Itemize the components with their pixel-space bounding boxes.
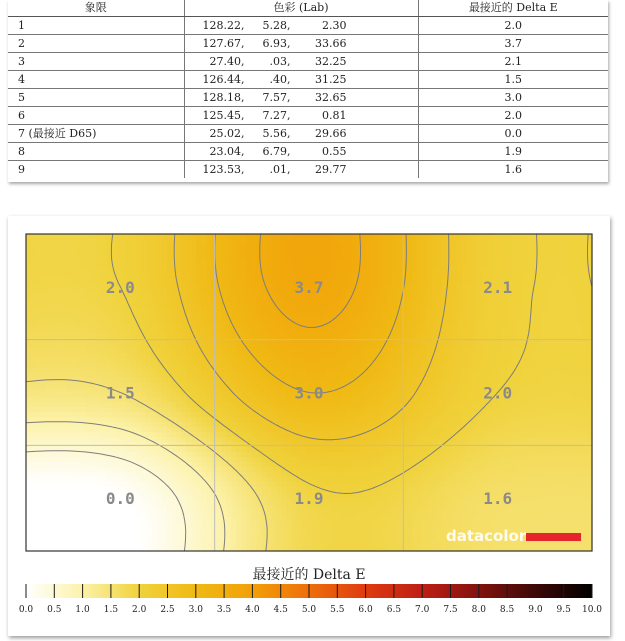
cell-delta-e: 1.6	[504, 163, 522, 176]
lab-b-value: 0.55	[322, 145, 347, 158]
cell-quadrant: 4	[8, 71, 184, 89]
scale-tick-label: 10.0	[581, 605, 603, 615]
scale-tick-label: 8.0	[471, 605, 486, 615]
lab-l-value: 27.40,	[209, 55, 245, 68]
cell-delta-e: 1.5	[418, 71, 608, 89]
lab-a-value: .03,	[269, 55, 291, 68]
cell-delta-e: 3.7	[418, 35, 608, 53]
lab-b-value: 32.25	[315, 55, 347, 68]
cell-value-label: 1.5	[105, 383, 135, 403]
cell-color-lab	[184, 125, 418, 143]
table-row	[8, 161, 608, 179]
scale-tick-label: 3.0	[188, 605, 203, 615]
scale-tick-label: 8.5	[499, 605, 515, 615]
cell-color-lab	[184, 71, 418, 89]
cell-quadrant: 1	[8, 17, 184, 35]
scale-tick-label: 5.5	[330, 605, 345, 615]
lab-b-value: 0.81	[322, 109, 347, 122]
table-row	[8, 71, 608, 89]
scale-tick-label: 2.0	[132, 605, 147, 615]
datacolor-logo-bar	[526, 533, 581, 541]
scale-tick-label: 1.5	[103, 605, 119, 615]
scale-tick-label: 6.5	[386, 605, 402, 615]
table-row	[8, 17, 608, 35]
scale-tick-label: 6.0	[358, 605, 373, 615]
quadrant-table-container	[8, 0, 608, 182]
scale-tick-label: 3.5	[216, 605, 232, 615]
lab-l-value: 123.53,	[202, 163, 245, 176]
lab-l-value: 128.18,	[202, 91, 245, 104]
cell-value-label: 0.0	[105, 489, 135, 509]
scale-tick-label: 5.0	[301, 605, 317, 615]
cell-quadrant: 5	[8, 89, 184, 107]
lab-l-value: 125.45,	[202, 109, 245, 122]
scale-title: 最接近的 Delta E	[252, 567, 366, 583]
cell-color-lab	[184, 17, 418, 35]
table-row	[8, 125, 608, 143]
quadrant-table	[8, 0, 608, 178]
lab-a-value: 6.79,	[262, 145, 291, 158]
cell-quadrant: 7 (最接近 D65)	[8, 125, 184, 143]
lab-b-value: 29.77	[315, 163, 347, 176]
cell-color-lab	[184, 161, 418, 179]
header-delta-e: 最接近的 Delta E	[418, 0, 608, 17]
cell-value-label: 1.6	[483, 489, 513, 509]
lab-b-value: 2.30	[322, 19, 347, 32]
cell-color-lab	[184, 53, 418, 71]
lab-b-value: 32.65	[315, 91, 347, 104]
cell-value-label: 2.0	[105, 277, 135, 297]
scale-tick-label: 7.0	[415, 605, 430, 615]
cell-quadrant: 6	[8, 107, 184, 125]
cell-delta-e: 1.9	[418, 143, 608, 161]
cell-delta-e: 2.0	[418, 17, 608, 35]
lab-b-value: 33.66	[315, 37, 347, 50]
table-row	[8, 89, 608, 107]
cell-delta-e: 3.0	[418, 89, 608, 107]
table-row	[8, 35, 608, 53]
cell-delta-e: 0.0	[418, 125, 608, 143]
scale-tick-label: 4.0	[245, 605, 260, 615]
cell-value-label: 3.0	[294, 383, 324, 403]
table-row	[8, 143, 608, 161]
table-row	[8, 107, 608, 125]
scale-tick-label: 1.0	[75, 605, 90, 615]
lab-a-value: 7.27,	[262, 109, 291, 122]
cell-value-label: 2.1	[483, 277, 513, 297]
cell-value-label: 3.7	[294, 277, 324, 297]
cell-quadrant: 2	[8, 35, 184, 53]
cell-value-label: 1.9	[294, 489, 324, 509]
cell-value-label: 2.0	[483, 383, 513, 403]
cell-delta-e: 2.0	[418, 107, 608, 125]
lab-a-value: 7.57,	[262, 91, 291, 104]
cell-quadrant: 9	[8, 161, 184, 179]
scale-tick-label: 9.0	[528, 605, 543, 615]
cell-color-lab	[184, 35, 418, 53]
cell-quadrant: 8	[8, 143, 184, 161]
scale-tick-label: 2.5	[160, 605, 175, 615]
lab-b-value: 29.66	[315, 127, 347, 140]
lab-a-value: .01,	[269, 163, 291, 176]
cell-color-lab	[184, 89, 418, 107]
lab-a-value: 6.93,	[262, 37, 291, 50]
lab-l-value: 127.67,	[202, 37, 245, 50]
scale-tick-label: 0.0	[18, 605, 34, 615]
scale-tick-label: 4.5	[273, 605, 288, 615]
lab-l-value: 23.04,	[209, 145, 245, 158]
lab-l-value: 25.02,	[209, 127, 245, 140]
cell-color-lab	[184, 143, 418, 161]
scale-tick-label: 7.5	[443, 605, 458, 615]
lab-a-value: 5.56,	[262, 127, 291, 140]
scale-tick-label: 9.5	[556, 605, 571, 615]
table-row	[8, 53, 608, 71]
table-header-row	[8, 0, 608, 17]
cell-quadrant: 3	[8, 53, 184, 71]
header-color-lab: 色彩 (Lab)	[184, 0, 418, 17]
cell-delta-e: 2.1	[418, 53, 608, 71]
header-quadrant: 象限	[8, 0, 184, 17]
lab-l-value: 126.44,	[202, 73, 245, 86]
lab-l-value: 128.22,	[202, 19, 245, 32]
lab-b-value: 31.25	[315, 73, 347, 86]
lab-a-value: .40,	[269, 73, 291, 86]
scale-tick-label: 0.5	[47, 605, 62, 615]
datacolor-logo: datacolor	[446, 527, 527, 545]
cell-color-lab	[184, 107, 418, 125]
uniformity-chart-panel	[8, 216, 610, 636]
lab-a-value: 5.28,	[262, 19, 291, 32]
